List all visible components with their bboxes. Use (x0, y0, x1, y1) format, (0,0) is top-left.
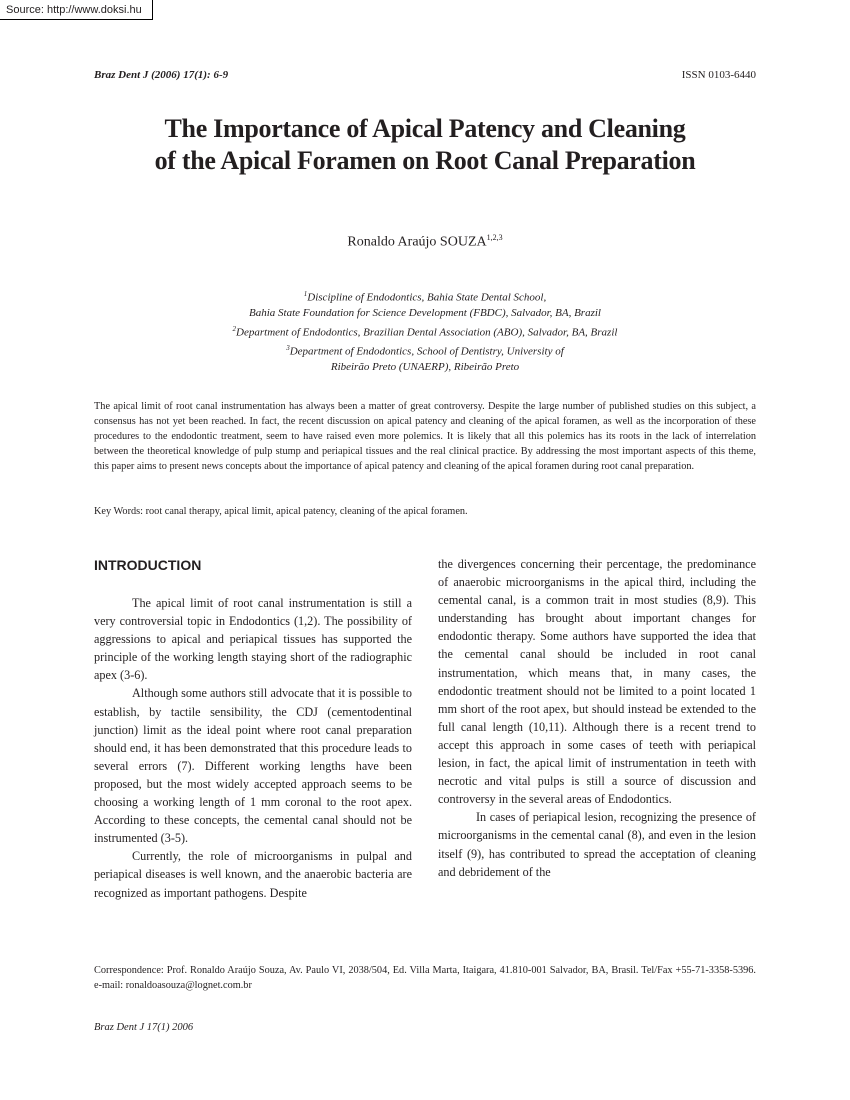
affiliation-2 (94, 322, 756, 341)
affiliation-mark: 2 (232, 324, 237, 333)
body-paragraph: the divergences concerning their percentage, the predominance of anaerobic microorganisms in the apical third, including the cemental canal, is a common trait in most studies (8,9). This understanding has brought about important changes for endodontic therapy. Some authors have supported the idea that the cemental canal should be included in root canal instrumentation, which means that, in many cases, the endodontic treatment should not be limited to a point located 1 mm short of the root apex, but should instead be extended to the full canal length (10,11). Although there is a recent trend to accept this approach in some cases of teeth with periapical lesion, in fact, the apical limit of instrumentation in teeth with necrotic and vital pulps is still a source of discussion and controversy in the several areas of Endodontics. (438, 557, 756, 807)
keywords: Key Words: root canal therapy, apical limit, apical patency, cleaning of the apical foramen. (94, 506, 468, 517)
affiliation-3-cont: Ribeirão Preto (UNAERP), Ribeirão Preto (330, 360, 520, 373)
article-title (94, 113, 756, 177)
affiliation-text: Department of Endodontics, School of Dentistry, University of (289, 345, 564, 358)
title-line-2: of the Apical Foramen on Root Canal Preparation (154, 146, 696, 175)
affiliation-1 (94, 287, 756, 306)
author-line (94, 233, 756, 251)
affiliation-mark: 3 (286, 343, 290, 352)
abstract: The apical limit of root canal instrumentation has always been a matter of great controversy. Despite the large number of published studies on this subject, a consensus has not yet been reached. In fact, the recent discussion on apical patency and cleaning of the apical foramen, as well as the incorporation of these procedures to the endodontic treatment, seem to have raised even more polemics. It is likely that all this polemics has its roots in the lack of interrelation between the theoretical knowledge of pulp stump and periapical tissues and the real clinical practice. By addressing the most important aspects of this theme, this paper aims to present news concepts about the importance of apical patency and cleaning of the apical foramen during root canal preparation. (94, 401, 756, 473)
affiliation-1-cont: Bahia State Foundation for Science Development (FBDC), Salvador, BA, Brazil (249, 307, 601, 320)
title-line-1: The Importance of Apical Patency and Cleaning (164, 114, 686, 143)
body-paragraph: The apical limit of root canal instrumentation is still a very controversial topic in Endodontics (1,2). The possibility of aggressions to apical and periapical tissues has supported the principle of the working length staying short of the radiographic apex (3-6). (94, 596, 412, 683)
affiliation-mark: 1 (303, 290, 308, 298)
affiliation-text: Department of Endodontics, Brazilian Dental Association (ABO), Salvador, BA, Brazil (236, 326, 618, 339)
page-footer: Braz Dent J 17(1) 2006 (94, 1022, 194, 1033)
author-name: Ronaldo Araújo SOUZA (347, 234, 487, 250)
section-heading-introduction: INTRODUCTION (94, 557, 202, 573)
correspondence-note: Correspondence: Prof. Ronaldo Araújo Souza, Av. Paulo VI, 2038/504, Ed. Villa Marta, Itaigara, 41.810-001 Salvador, BA, Brasil. Tel/Fax +55-71-3358-5396. e-mail: ronaldoasouza@lognet.com.br (94, 965, 756, 991)
source-url-label: Source: http://www.doksi.hu (0, 0, 153, 20)
body-paragraph: Although some authors still advocate that it is possible to establish, by tactile sensibility, the CDJ (cementodentinal junction) limit as the ideal point where root canal preparation should end, it has been demonstrated that this procedure leads to several errors (7). Different working lengths have been proposed, but the most widely accepted approach seems to be choosing a working length of 1 mm coronal to the root apex. According to these concepts, the cemental canal should not be instrumented (3-5). (94, 686, 412, 846)
affiliation-3 (94, 341, 756, 360)
affiliation-text: Discipline of Endodontics, Bahia State Dental School, (307, 291, 547, 304)
right-column (438, 555, 756, 881)
left-column (94, 555, 412, 902)
body-paragraph: Currently, the role of microorganisms in pulpal and periapical diseases is well known, and the anaerobic bacteria are recognized as important pathogens. Despite (94, 849, 412, 900)
author-affiliation-marks: 1,2,3 (486, 233, 503, 242)
journal-citation: Braz Dent J (2006) 17(1): 6-9 (94, 69, 229, 81)
affiliations (94, 287, 756, 375)
issn-label: ISSN 0103-6440 (681, 69, 756, 81)
body-paragraph: In cases of periapical lesion, recognizing the presence of microorganisms in the cemental canal (8), and even in the lesion itself (9), has contributed to spread the acceptation of cleaning and debridement of the (438, 810, 756, 879)
